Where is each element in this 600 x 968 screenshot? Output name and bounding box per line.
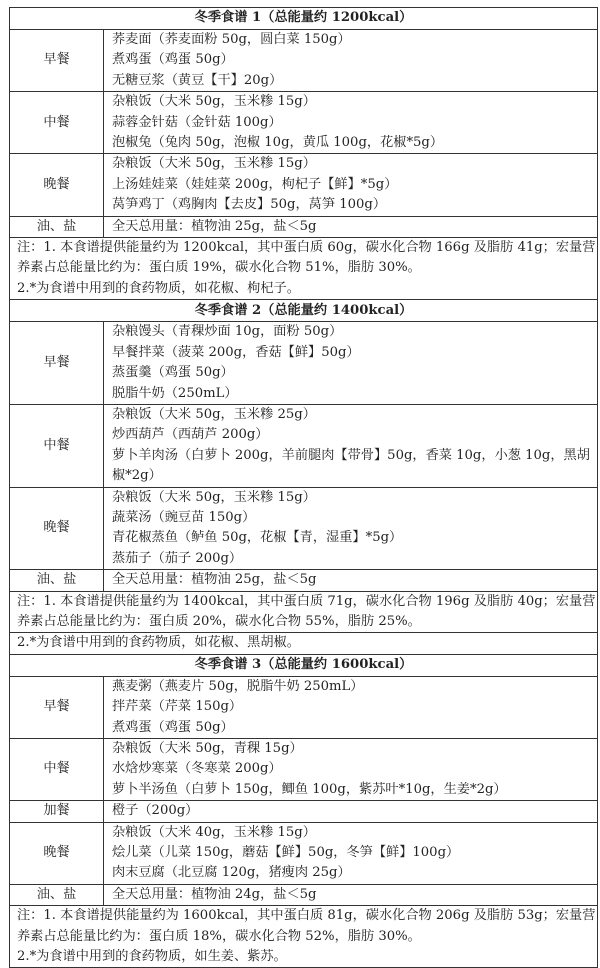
- dish-item: 蔬菜汤（豌豆苗 150g）: [112, 509, 256, 525]
- winter-recipes-table: [9, 7, 598, 968]
- meal-label: 中餐: [10, 92, 104, 154]
- meal-row: [10, 487, 598, 570]
- dish-item: 脱脂牛奶（250mL）: [112, 385, 238, 401]
- meal-label: 油、盐: [10, 570, 104, 591]
- meal-label: 晚餐: [10, 154, 104, 216]
- dish-item: 杂粮饭（大米 50g，玉米糁 25g）: [112, 406, 316, 422]
- dish-item: 萝卜羊肉汤（白萝卜 200g，羊前腿肉【带骨】50g，香菜 10g，小葱 10g，黑胡椒*2g）: [112, 447, 590, 484]
- recipe-title-row: [10, 654, 598, 676]
- meal-label: 晚餐: [10, 487, 104, 570]
- meal-label: 油、盐: [10, 216, 104, 237]
- dish-item: 无糖豆浆（黄豆【干】20g）: [112, 72, 283, 88]
- dish-item: 橙子（200g）: [112, 803, 199, 819]
- meal-row: [10, 822, 598, 884]
- meal-row: [10, 322, 598, 405]
- meal-row: [10, 216, 598, 237]
- note-nutrition: 注：1. 本食谱提供能量约为 1600kcal，其中蛋白质 81g，碳水化合物 206g 及脂肪 53g；宏量营养素占总能量比约为：蛋白质 18%，碳水化合物 52%，脂肪 30%。: [17, 908, 596, 944]
- dish-item: 萝卜半汤鱼（白萝卜 150g，鲫鱼 100g，紫苏叶*10g，生姜*2g）: [112, 781, 507, 797]
- dish-item: 全天总用量：植物油 25g，盐＜5g: [112, 572, 317, 588]
- meal-label: 早餐: [10, 30, 104, 92]
- recipe-note: [10, 591, 598, 633]
- meal-items: [104, 822, 598, 884]
- meal-items: [104, 884, 598, 905]
- dish-item: 杂粮馒头（青稞炒面 10g，面粉 50g）: [112, 324, 343, 340]
- recipe-note: [10, 906, 598, 968]
- meal-items: [104, 30, 598, 92]
- recipe-title: 冬季食谱 1（总能量约 1200kcal）: [10, 8, 598, 30]
- note-nutrition: 注：1. 本食谱提供能量约为 1200kcal，其中蛋白质 60g，碳水化合物 166g 及脂肪 41g；宏量营养素占总能量比约为：蛋白质 19%，碳水化合物 51%，脂肪 30%。: [17, 240, 596, 276]
- dish-item: 烩儿菜（儿菜 150g，蘑菇【鲜】50g，冬笋【鲜】100g）: [112, 845, 460, 861]
- meal-label: 中餐: [10, 739, 104, 801]
- dish-item: 早餐拌菜（菠菜 200g，香菇【鲜】50g）: [112, 344, 360, 360]
- meal-row: [10, 570, 598, 591]
- note-herbs: 2.*为食谱中用到的食药物质，如花椒、黑胡椒。: [17, 635, 300, 651]
- note-nutrition: 注：1. 本食谱提供能量约为 1400kcal，其中蛋白质 71g，碳水化合物 196g 及脂肪 40g；宏量营养素占总能量比约为：蛋白质 20%，碳水化合物 55%，脂肪 25%。: [17, 593, 596, 629]
- dish-item: 杂粮饭（大米 40g，玉米糁 15g）: [112, 824, 316, 840]
- dish-item: 杂粮饭（大米 50g，玉米糁 15g）: [112, 489, 316, 505]
- meal-row: [10, 884, 598, 905]
- dish-item: 荞麦面（荞麦面粉 50g，圆白菜 150g）: [112, 32, 351, 47]
- meal-items: [104, 487, 598, 570]
- meal-label: 加餐: [10, 801, 104, 822]
- meal-label: 油、盐: [10, 884, 104, 905]
- note-row: [10, 633, 598, 654]
- recipe-note: [10, 238, 598, 300]
- dish-item: 蒸蛋羹（鸡蛋 50g）: [112, 365, 234, 381]
- meal-label: 早餐: [10, 676, 104, 738]
- dish-item: 莴笋鸡丁（鸡胸肉【去皮】50g，莴笋 100g）: [112, 197, 387, 213]
- dish-item: 青花椒蒸鱼（鲈鱼 50g，花椒【青，湿重】*5g）: [112, 530, 403, 546]
- dish-item: 杂粮饭（大米 50g，青稞 15g）: [112, 741, 303, 756]
- meal-label: 中餐: [10, 404, 104, 487]
- meal-items: [104, 676, 598, 738]
- dish-item: 杂粮饭（大米 50g，玉米糁 15g）: [112, 94, 316, 110]
- meal-row: [10, 154, 598, 216]
- meal-items: [104, 216, 598, 237]
- note-row: [10, 591, 598, 633]
- dish-item: 煮鸡蛋（鸡蛋 50g）: [112, 719, 234, 735]
- dish-item: 泡椒兔（兔肉 50g，泡椒 10g，黄瓜 100g，花椒*5g）: [112, 135, 444, 151]
- dish-item: 燕麦粥（燕麦片 50g，脱脂牛奶 250mL）: [112, 678, 364, 694]
- dish-item: 全天总用量：植物油 25g，盐＜5g: [112, 218, 317, 234]
- meal-items: [104, 739, 598, 801]
- meal-label: 晚餐: [10, 822, 104, 884]
- recipe-note: [10, 633, 598, 654]
- recipe-title: 冬季食谱 3（总能量约 1600kcal）: [10, 654, 598, 676]
- note-herbs: 2.*为食谱中用到的食药物质，如生姜、紫苏。: [17, 949, 287, 965]
- dish-item: 杂粮饭（大米 50g，玉米糁 15g）: [112, 156, 316, 172]
- meal-row: [10, 676, 598, 738]
- dish-item: 全天总用量：植物油 24g，盐＜5g: [112, 886, 317, 902]
- dish-item: 炒西葫芦（西葫芦 200g）: [112, 427, 269, 443]
- meal-items: [104, 570, 598, 591]
- meal-row: [10, 801, 598, 822]
- dish-item: 蒜蓉金针菇（金针菇 100g）: [112, 114, 282, 130]
- meal-items: [104, 801, 598, 822]
- meal-items: [104, 154, 598, 216]
- meal-items: [104, 322, 598, 405]
- meal-row: [10, 30, 598, 92]
- recipe-title-row: [10, 300, 598, 322]
- recipe-title: 冬季食谱 2（总能量约 1400kcal）: [10, 300, 598, 322]
- note-row: [10, 906, 598, 968]
- note-row: [10, 238, 598, 300]
- meal-row: [10, 92, 598, 154]
- dish-item: 上汤娃娃菜（娃娃菜 200g，枸杞子【鲜】*5g）: [112, 176, 398, 192]
- meal-items: [104, 92, 598, 154]
- meal-row: [10, 739, 598, 801]
- dish-item: 拌芹菜（芹菜 150g）: [112, 699, 243, 715]
- meal-row: [10, 404, 598, 487]
- dish-item: 肉末豆腐（北豆腐 120g，猪瘦肉 25g）: [112, 865, 351, 881]
- meal-label: 早餐: [10, 322, 104, 405]
- dish-item: 水焓炒寒菜（冬寒菜 200g）: [112, 761, 282, 777]
- dish-item: 蒸茄子（茄子 200g）: [112, 550, 243, 566]
- dish-item: 煮鸡蛋（鸡蛋 50g）: [112, 52, 234, 68]
- meal-items: [104, 404, 598, 487]
- recipe-title-row: [10, 8, 598, 30]
- note-herbs: 2.*为食谱中用到的食药物质，如花椒、枸杞子。: [17, 280, 300, 296]
